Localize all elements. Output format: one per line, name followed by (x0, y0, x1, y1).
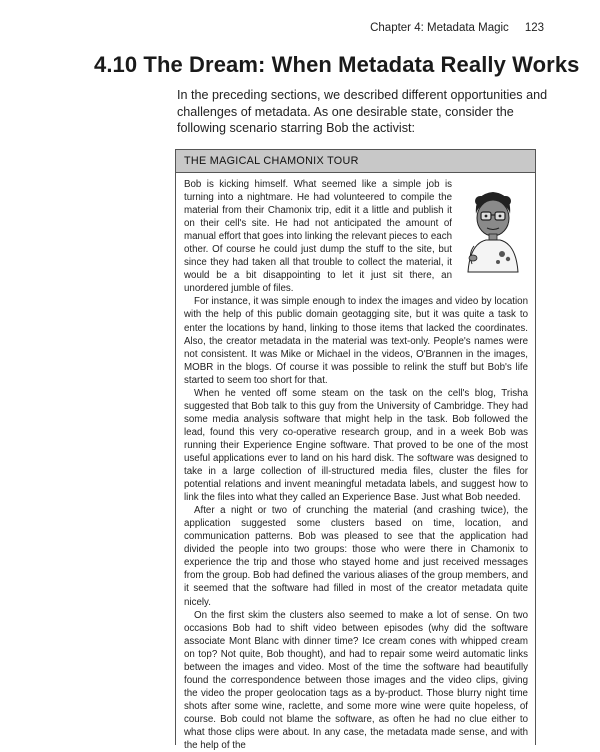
bob-avatar-icon (458, 184, 528, 274)
intro-paragraph: In the preceding sections, we described different opportunities and challenges of metadata. As one desirable state, consider the following scenario starring Bob the activist: (177, 88, 548, 135)
paragraph: When he vented off some steam on the task on the cell's blog, Trisha suggested that Bob talk to this guy from the University of Cambridge. They had some media analysis software that might help in the task. Bob followed the lead, found this very co-operative research group, and in a week Bob was running their Experience Engine software. That proved to be one of the most useful applications ever to land on his hard disk. The software was designed to take in a large collection of ill-structured media files, cluster the files for potential relations and invent meaningful metadata labels, and suggest how to link the files into what they called an Experience Base. Just what Bob needed. (184, 387, 528, 504)
paragraph: After a night or two of crunching the material (and crashing twice), the application suggested some clusters based on time, location, and communication patterns. Bob was pleased to see that the application had divided the people into two groups: those who were there in Chamonix to experience the trip and those who stayed home and just received messages from the group. Bob had defined the various aliases of the group members, and it seemed that the software had filled in most of the creator metadata quite nicely. (184, 505, 528, 608)
section-title: 4.10 The Dream: When Metadata Really Works (94, 52, 580, 77)
running-head (370, 22, 544, 34)
paragraph: Bob is kicking himself. What seemed like a simple job is turning into a nightmare. He had volunteered to compile the material from their Chamonix trip, edit it a little and publish it on their cell's site. He had not anticipated the amount of manual effort that goes into linking the relevant pieces to each other. Of course he could just dump the stuff to the site, but since they had taken all that trouble to collect the material, it would be a bit disappointing to let it just sit there, an unordered jumble of files. (184, 179, 452, 295)
sidebar-box-body (176, 173, 535, 752)
chapter-title: Chapter 4: Metadata Magic (370, 22, 509, 34)
sidebar-box-title: THE MAGICAL CHAMONIX TOUR (176, 150, 535, 173)
paragraph: On the first skim the clusters also seemed to make a lot of sense. On two occasions Bob had to shift video between episodes (why did the software associate Mont Blanc with dinner time? Ice cream cones with whipped cream on top? Not quite, Bob thought), and had to repair some weird automatic links between the images and video. Most of the time the software had beautifully found the correspondence between those images and the video clips, giving the video the proper geolocation tags as a by-product. Those blurry night time shots after some wine, raclette, and some more wine were quite hopeless, of course. Bob could not blame the software, as often he had no clue either to what those clips were about. In any case, the metadata made sense, and with the help of the (184, 609, 528, 752)
sidebar-box (175, 149, 536, 752)
page-number: 123 (524, 22, 544, 34)
paragraph: For instance, it was simple enough to index the images and video by location with the help of this public domain geotagging site, but it was quite a task to enter the locations by hand, linking to those items that lacked the coordinates. Also, the creator metadata in the material was text-only. People's names were not consistent. It was Mike or Michael in the videos, O'Brannen in the images, MOBR in the blogs. Of course it was possible to relink the stuff but Bob's life started to seem too short for that. (184, 296, 528, 386)
